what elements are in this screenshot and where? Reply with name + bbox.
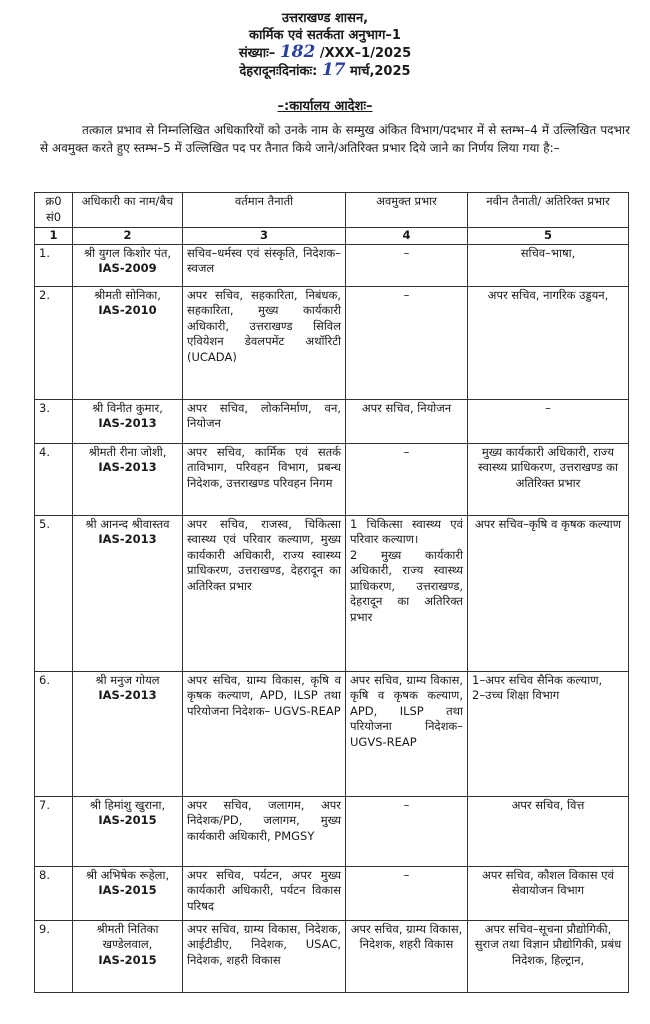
new-posting-item: 1–अपर सचिव सैनिक कल्याण, [472,672,603,687]
serial-number: 8. [35,866,73,920]
table-row [35,515,629,671]
officer-cell [73,399,183,443]
current-posting: अपर सचिव, ग्राम्य विकास, कृषि व कृषक कल्याण, APD, ILSP तथा परियोजना निदेशक– UGVS-REAP [183,671,346,796]
current-posting: अपर सचिव, लोकनिर्माण, वन, नियोजन [183,399,346,443]
new-posting [468,671,629,796]
officer-name: श्री मनुज गोयल [95,672,160,687]
officer-name: श्री युगल किशोर पंत, [83,245,172,260]
officer-cell [73,515,183,671]
serial-number: 1. [35,244,73,286]
table-row [35,244,629,286]
officer-batch: IAS-2013 [98,532,157,546]
officer-batch: IAS-2015 [98,883,157,897]
table-row [35,866,629,920]
column-number: 5 [468,228,629,245]
officer-name: श्री विनीत कुमार, [92,400,163,415]
officer-batch: IAS-2010 [98,303,157,317]
column-number-row [35,228,629,245]
table-row [35,796,629,866]
order-title: –:कार्यालय आदेशः– [277,99,373,114]
intro-paragraph: तत्काल प्रभाव से निम्नलिखित अधिकारियों को उनके नाम के सम्मुख अंकित विभाग/पदभार में से स्तम्भ–4 में उल्लिखित पदभार से अवमुक्त करते हुए स्तम्भ–5 में उल्लिखित पद पर तैनात किये जाने/अतिरिक्त प्रभार दिये जाने का निर्णय लिया गया है:– [40,123,630,155]
current-posting: अपर सचिव, पर्यटन, अपर मुख्य कार्यकारी अधिकारी, पर्यटन विकास परिषद [183,866,346,920]
officer-cell [73,244,183,286]
serial-number: 9. [35,920,73,992]
current-posting: सचिव–धर्मस्व एवं संस्कृति, निदेशक–स्वजल [183,244,346,286]
table-row [35,920,629,992]
column-number: 2 [73,228,183,245]
officer-name: श्री अभिषेक रूहेला, [85,867,170,882]
new-posting: अपर सचिव, कौशल विकास एवं सेवायोजन विभाग [468,866,629,920]
header-serial: क्र0 सं0 [35,193,73,228]
officer-cell [73,920,183,992]
relieved-charge [346,515,468,671]
new-posting: – [468,399,629,443]
relieved-item: 2 मुख्य कार्यकारी अधिकारी, राज्य स्वास्थ्य प्राधिकरण, उत्तराखण्ड, देहरादून का अतिरिक्त प्रभार [350,547,463,624]
officer-cell [73,671,183,796]
current-posting: अपर सचिव, जलागम, अपर निदेशक/PD, जलागम, मुख्य कार्यकारी अधिकारी, PMGSY [183,796,346,866]
serial-number: 7. [35,796,73,866]
column-number: 1 [35,228,73,245]
serial-number: 2. [35,286,73,399]
officer-name: श्री हिमांशु खुराना, [89,797,166,812]
relieved-charge: – [346,286,468,399]
officer-cell [73,286,183,399]
date-label: देहरादूनःदिनांकः: [239,64,318,79]
relieved-charge: – [346,796,468,866]
order-date [0,62,650,80]
column-number: 4 [346,228,468,245]
current-posting: अपर सचिव, ग्राम्य विकास, निदेशक, आईटीडीए, निदेशक, USAC, निदेशक, शहरी विकास [183,920,346,992]
officer-batch: IAS-2013 [98,460,157,474]
new-posting: अपर सचिव–कृषि व कृषक कल्याण [468,515,629,671]
table-row [35,671,629,796]
number-label: संख्याः– [238,46,276,61]
serial-number: 5. [35,515,73,671]
government-name: उत्तराखण्ड शासन, [281,11,369,26]
officer-cell [73,866,183,920]
relieved-charge: – [346,866,468,920]
officer-cell [73,443,183,515]
relieved-charge: अपर सचिव, ग्राम्य विकास, कृषि व कृषक कल्याण, APD, ILSP तथा परियोजना निदेशक– UGVS-REAP [346,671,468,796]
relieved-item: 1 चिकित्सा स्वास्थ्य एवं परिवार कल्याण। [350,516,463,546]
current-posting: अपर सचिव, कार्मिक एवं सतर्क ताविभाग, परिवहन विभाग, प्रबन्ध निदेशक, उत्तराखण्ड परिवहन निगम [183,443,346,515]
current-posting: अपर सचिव, सहकारिता, निबंधक, सहकारिता, मुख्य कार्यकारी अधिकारी, उत्तराखण्ड सिविल एवियेशन डेवलपमेंट अथॉरिटी (UCADA) [183,286,346,399]
officer-batch: IAS-2013 [98,416,157,430]
header-relieved-charge: अवमुक्त प्रभार [346,193,468,228]
new-posting-item: 2–उच्च शिक्षा विभाग [472,688,560,702]
number-suffix: /XXX–1/2025 [319,46,412,61]
header-officer: अधिकारी का नाम/बैच [73,193,183,228]
officer-batch: IAS-2013 [98,688,157,702]
officer-name: श्री आनन्द श्रीवास्तव [85,516,170,531]
table-header-row [35,193,629,228]
serial-number: 6. [35,671,73,796]
new-posting: अपर सचिव–सूचना प्रौद्योगिकी, सुराज तथा विज्ञान प्रौद्योगिकी, प्रबंध निदेशक, हिल्ट्रान, [468,920,629,992]
table-row [35,443,629,515]
date-suffix: मार्च,2025 [350,64,411,79]
serial-number: 3. [35,399,73,443]
officer-cell [73,796,183,866]
table-row [35,399,629,443]
officer-batch: IAS-2009 [98,261,157,275]
serial-number: 4. [35,443,73,515]
transfer-table [34,192,629,993]
table-row [35,286,629,399]
new-posting: अपर सचिव, वित्त [468,796,629,866]
officer-batch: IAS-2015 [98,952,157,967]
current-posting: अपर सचिव, राजस्व, चिकित्सा स्वास्थ्य एवं परिवार कल्याण, मुख्य कार्यकारी अधिकारी, राज्य स्वास्थ्य प्राधिकरण, उत्तराखण्ड, देहरादून का अतिरिक्त प्रभार [183,515,346,671]
relieved-charge: – [346,443,468,515]
officer-name: श्रीमती रीना जोशी, [88,444,167,459]
header-current-posting: वर्तमान तैनाती [183,193,346,228]
column-number: 3 [183,228,346,245]
relieved-charge: अपर सचिव, ग्राम्य विकास, निदेशक, शहरी विकास [346,920,468,992]
new-posting: मुख्य कार्यकारी अधिकारी, राज्य स्वास्थ्य प्राधिकरण, उत्तराखण्ड का अतिरिक्त प्रभार [468,443,629,515]
new-posting: अपर सचिव, नागरिक उड्डयन, [468,286,629,399]
relieved-charge: – [346,244,468,286]
handwritten-date: 17 [321,60,346,80]
relieved-charge: अपर सचिव, नियोजन [346,399,468,443]
handwritten-number: 182 [279,42,316,62]
department-name: कार्मिक एवं सतर्कता अनुभाग–1 [249,28,401,43]
officer-name: श्रीमती सोनिका, [94,287,161,302]
new-posting: सचिव–भाषा, [468,244,629,286]
document-header [0,10,650,80]
officer-name: श्रीमती नितिका खण्डेलवाल, [96,921,159,951]
header-new-posting: नवीन तैनाती/ अतिरिक्त प्रभार [468,193,629,228]
officer-batch: IAS-2015 [98,813,157,827]
